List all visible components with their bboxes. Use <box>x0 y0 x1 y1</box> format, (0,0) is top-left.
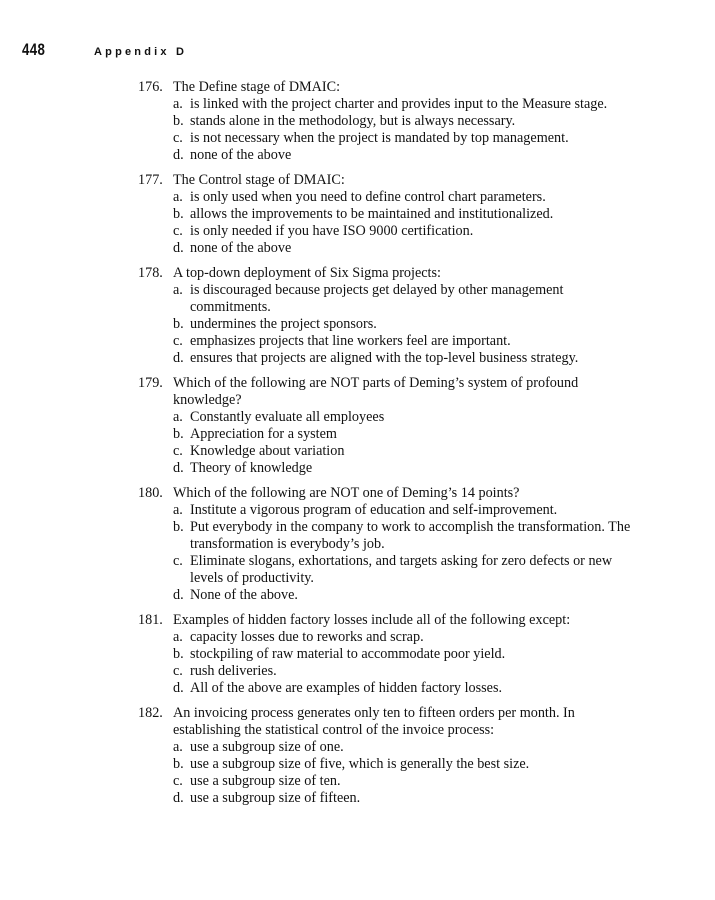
option-letter: a. <box>173 282 183 298</box>
option-text: is only used when you need to define control chart parameters. <box>190 189 546 205</box>
option-text: emphasizes projects that line workers feel are important. <box>190 333 511 349</box>
option-text: use a subgroup size of fifteen. <box>190 790 361 806</box>
option-text: Institute a vigorous program of education and self-improvement. <box>190 502 558 518</box>
running-head: Appendix D <box>94 46 188 58</box>
question-number: 180. <box>138 485 163 501</box>
option-letter: c. <box>173 663 183 679</box>
option-letter: c. <box>173 333 183 349</box>
option-text: Put everybody in the company to work to accomplish the transformation. The transformation is everybody’s job. <box>190 519 631 552</box>
option-text: use a subgroup size of one. <box>190 739 344 755</box>
answer-option <box>138 646 638 663</box>
option-text: stands alone in the methodology, but is always necessary. <box>190 113 516 129</box>
question-text: The Control stage of DMAIC: <box>173 172 345 188</box>
answer-option <box>138 553 638 587</box>
option-letter: a. <box>173 189 183 205</box>
answer-option <box>138 223 638 240</box>
answer-option <box>138 443 638 460</box>
question-stem <box>138 265 638 282</box>
option-letter: b. <box>173 113 184 129</box>
option-letter: a. <box>173 96 183 112</box>
option-text: All of the above are examples of hidden factory losses. <box>190 680 503 696</box>
option-letter: a. <box>173 409 183 425</box>
option-letter: b. <box>173 646 184 662</box>
question-text: The Define stage of DMAIC: <box>173 79 341 95</box>
option-letter: b. <box>173 426 184 442</box>
option-text: Theory of knowledge <box>190 460 313 476</box>
option-text: Knowledge about variation <box>190 443 345 459</box>
answer-option <box>138 773 638 790</box>
option-letter: d. <box>173 240 184 256</box>
answer-option <box>138 130 638 147</box>
answer-option <box>138 189 638 206</box>
answer-option <box>138 426 638 443</box>
question-number: 176. <box>138 79 163 95</box>
question-number: 179. <box>138 375 163 391</box>
question-item <box>138 612 638 697</box>
question-number: 182. <box>138 705 163 721</box>
question-list <box>138 79 638 815</box>
question-text: Examples of hidden factory losses include all of the following except: <box>173 612 571 628</box>
answer-option <box>138 113 638 130</box>
answer-option <box>138 460 638 477</box>
option-letter: d. <box>173 350 184 366</box>
page-header <box>22 40 187 60</box>
option-letter: b. <box>173 316 184 332</box>
question-stem <box>138 485 638 502</box>
answer-option <box>138 316 638 333</box>
question-stem <box>138 172 638 189</box>
option-letter: c. <box>173 443 183 459</box>
option-letter: c. <box>173 130 183 146</box>
option-text: ensures that projects are aligned with the top-level business strategy. <box>190 350 579 366</box>
option-letter: b. <box>173 206 184 222</box>
question-item <box>138 485 638 604</box>
answer-option <box>138 96 638 113</box>
option-letter: d. <box>173 460 184 476</box>
question-text: Which of the following are NOT one of Deming’s 14 points? <box>173 485 520 501</box>
option-letter: c. <box>173 553 183 569</box>
answer-option <box>138 587 638 604</box>
answer-option <box>138 409 638 426</box>
question-item <box>138 79 638 164</box>
answer-option <box>138 206 638 223</box>
answer-option <box>138 282 638 316</box>
answer-option <box>138 680 638 697</box>
option-letter: b. <box>173 519 184 535</box>
option-text: None of the above. <box>190 587 298 603</box>
option-letter: b. <box>173 756 184 772</box>
option-letter: a. <box>173 739 183 755</box>
option-text: is not necessary when the project is mandated by top management. <box>190 130 569 146</box>
question-number: 181. <box>138 612 163 628</box>
option-text: is only needed if you have ISO 9000 certification. <box>190 223 474 239</box>
page-number: 448 <box>22 40 46 59</box>
option-text: is linked with the project charter and provides input to the Measure stage. <box>190 96 608 112</box>
question-text: A top-down deployment of Six Sigma projects: <box>173 265 441 281</box>
answer-option <box>138 790 638 807</box>
answer-option <box>138 756 638 773</box>
option-letter: a. <box>173 502 183 518</box>
question-number: 177. <box>138 172 163 188</box>
option-text: use a subgroup size of ten. <box>190 773 341 789</box>
option-text: allows the improvements to be maintained and institutionalized. <box>190 206 554 222</box>
question-text: Which of the following are NOT parts of Deming’s system of profound knowledge? <box>173 375 579 408</box>
question-stem <box>138 375 638 409</box>
option-letter: d. <box>173 587 184 603</box>
answer-option <box>138 502 638 519</box>
option-text: capacity losses due to reworks and scrap. <box>190 629 424 645</box>
question-item <box>138 705 638 807</box>
option-letter: c. <box>173 223 183 239</box>
option-text: undermines the project sponsors. <box>190 316 377 332</box>
option-text: Constantly evaluate all employees <box>190 409 385 425</box>
option-text: stockpiling of raw material to accommodate poor yield. <box>190 646 506 662</box>
option-text: Eliminate slogans, exhortations, and targets asking for zero defects or new levels of productivity. <box>190 553 613 586</box>
question-item <box>138 375 638 477</box>
option-text: rush deliveries. <box>190 663 277 679</box>
answer-option <box>138 350 638 367</box>
option-letter: d. <box>173 790 184 806</box>
answer-option <box>138 663 638 680</box>
answer-option <box>138 629 638 646</box>
option-letter: c. <box>173 773 183 789</box>
option-text: use a subgroup size of five, which is generally the best size. <box>190 756 530 772</box>
question-stem <box>138 79 638 96</box>
answer-option <box>138 333 638 350</box>
answer-option <box>138 147 638 164</box>
option-letter: a. <box>173 629 183 645</box>
answer-option <box>138 519 638 553</box>
question-text: An invoicing process generates only ten to fifteen orders per month. In establishing the statistical control of the invoice process: <box>173 705 575 738</box>
option-text: Appreciation for a system <box>190 426 337 442</box>
question-item <box>138 172 638 257</box>
answer-option <box>138 739 638 756</box>
option-text: none of the above <box>190 147 292 163</box>
question-stem <box>138 705 638 739</box>
question-stem <box>138 612 638 629</box>
option-text: none of the above <box>190 240 292 256</box>
question-item <box>138 265 638 367</box>
option-letter: d. <box>173 147 184 163</box>
question-number: 178. <box>138 265 163 281</box>
option-text: is discouraged because projects get delayed by other management commitments. <box>190 282 564 315</box>
answer-option <box>138 240 638 257</box>
option-letter: d. <box>173 680 184 696</box>
